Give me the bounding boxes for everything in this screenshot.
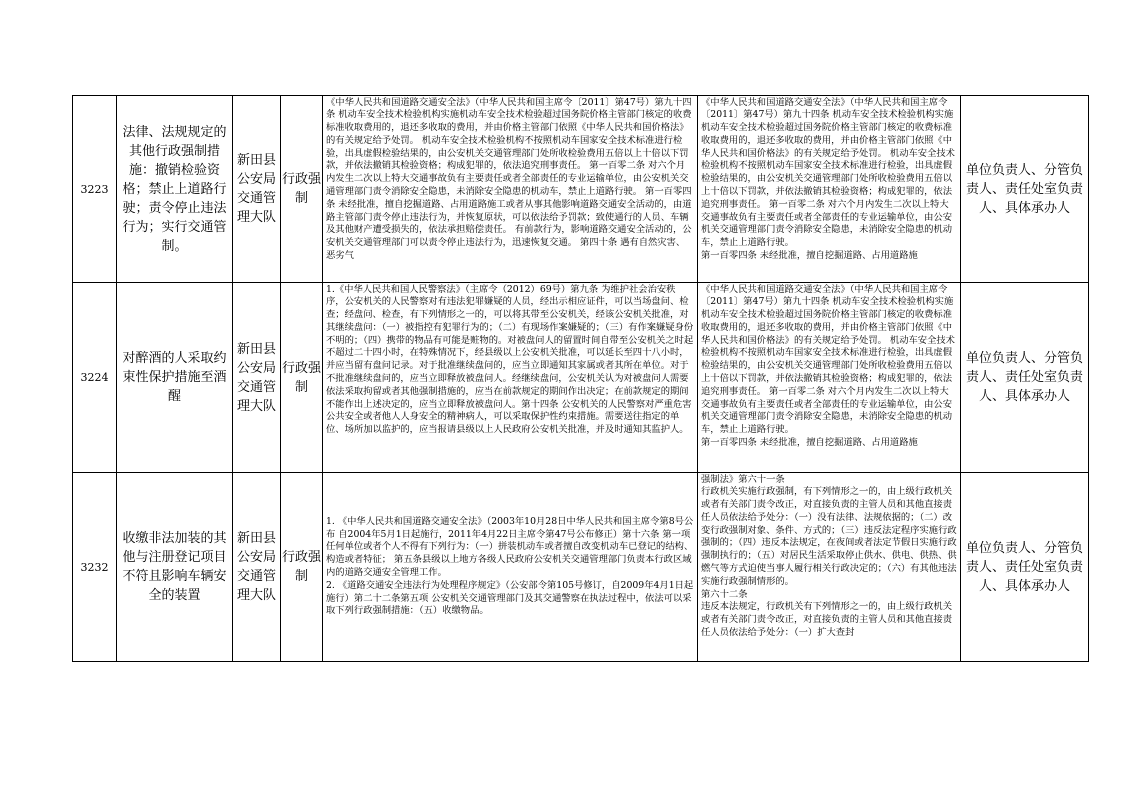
legal-basis-text: 1.《中华人民共和国人民警察法》（主席令（2012）69号）第九条 为维护社会治安秩序，公安机关的人民警察对有违法犯罪嫌疑的人员，经出示相应证件，可以当场盘问、检查；经盘问、检查，有下列情形之一的，可以将其带至公安机关，经该公安机关批准，对其继续盘问：（一）被指控有犯罪行为的；（二）有现场作案嫌疑的；（三）有作案嫌疑身份不明的；（四）携带的物品有可能是赃物的。对被盘问人的留置时间自带至公安机关之时起不超过二十四小时，在特殊情况下，经县级以上公安机关批准，可以延长至四十八小时，并应当留有盘问记录。对于批准继续盘问的，应当立即通知其家属或者其所在单位。对于不批准继续盘问的，应当立即释放被盘问人。经继续盘问，公安机关认为对被盘问人需要依法采取拘留或者其他强制措施的，应当在前款规定的期间作出决定；在前款规定的期间不能作出上述决定的，应当立即释放被盘问人。第十四条 公安机关的人民警察对严重危害公共安全或者他人人身安全的精神病人，可以采取保护性约束措施。需要送往指定的单位、场所加以监护的，应当报请县级以上人民政府公安机关批准，并及时通知其监护人。 [326,283,694,436]
responsible-persons: 单位负责人、分管负责人、责任处室负责人、具体承办人 [961,473,1089,662]
power-type: 行政强制 [281,96,323,283]
row-number: 3232 [73,473,117,662]
table-row [73,96,1089,283]
accountability-cell [698,283,961,473]
table-row [73,283,1089,473]
responsible-persons: 单位负责人、分管负责人、责任处室负责人、具体承办人 [961,283,1089,473]
accountability-text: 《中华人民共和国道路交通安全法》（中华人民共和国主席令〔2011〕第47号）第九十四条 机动车安全技术检验机构实施机动车安全技术检验超过国务院价格主管部门核定的收费标准收取费用的，退还多收取的费用，并由价格主管部门依照《中华人民共和国价格法》的有关规定给予处罚。 机动车安全技术检验机构不按照机动车国家安全技术标准进行检验，出具虚假检验结果的，由公安机关交通管理部门处所收检验费用五倍以上十倍以下罚款，并依法撤销其检验资格；构成犯罪的，依法追究刑事责任。 第一百零二条 对六个月内发生二次以上特大交通事故负有主要责任或者全部责任的专业运输单位，由公安机关交通管理部门责令消除安全隐患，未消除安全隐患的机动车，禁止上道路行驶。 第一百零四条 未经批准，擅自挖掘道路、占用道路施 [701,96,955,262]
legal-basis-cell [323,96,698,283]
power-list-table [72,95,1089,662]
power-name: 收缴非法加装的其他与注册登记项目不符且影响车辆安全的装置 [117,473,233,662]
row-number: 3224 [73,283,117,473]
implementing-department: 新田县公安局交通管理大队 [233,96,281,283]
power-name: 法律、法规规定的其他行政强制措施：撤销检验资格；禁止上道路行驶；责令停止违法行为；实行交通管制。 [117,96,233,283]
accountability-cell [698,473,961,662]
power-name: 对醉酒的人采取约束性保护措施至酒醒 [117,283,233,473]
accountability-text: 强制法》第六十一条 行政机关实施行政强制，有下列情形之一的，由上级行政机关或者有关部门责令改正，对直接负责的主管人员和其他直接责任人员依法给予处分：（一）没有法律、法规依据的；（二）改变行政强制对象、条件、方式的；（三）违反法定程序实施行政强制的；（四）违反本法规定，在夜间或者法定节假日实施行政强制执行的；（五）对居民生活采取停止供水、供电、供热、供燃气等方式迫使当事人履行相关行政决定的；（六）有其他违法实施行政强制情形的。 第六十二条 违反本法规定，行政机关有下列情形之一的，由上级行政机关或者有关部门责令改正，对直接负责的主管人员和其他直接责任人员依法给予处分：（一）扩大查封 [701,473,957,639]
responsible-persons: 单位负责人、分管负责人、责任处室负责人、具体承办人 [961,96,1089,283]
accountability-text: 《中华人民共和国道路交通安全法》（中华人民共和国主席令〔2011〕第47号）第九十四条 机动车安全技术检验机构实施机动车安全技术检验超过国务院价格主管部门核定的收费标准收取费用的，退还多收取的费用，并由价格主管部门依照《中华人民共和国价格法》的有关规定给予处罚。 机动车安全技术检验机构不按照机动车国家安全技术标准进行检验，出具虚假检验结果的，由公安机关交通管理部门处所收检验费用五倍以上十倍以下罚款，并依法撤销其检验资格；构成犯罪的，依法追究刑事责任。 第一百零二条 对六个月内发生二次以上特大交通事故负有主要责任或者全部责任的专业运输单位，由公安机关交通管理部门责令消除安全隐患，未消除安全隐患的机动车，禁止上道路行驶。 第一百零四条 未经批准，擅自挖掘道路、占用道路施 [701,283,955,449]
legal-basis-cell [323,473,698,662]
power-type: 行政强制 [281,283,323,473]
power-type: 行政强制 [281,473,323,662]
legal-basis-text: 1. 《中华人民共和国道路交通安全法》（2003年10月28日中华人民共和国主席令第8号公布 自2004年5月1日起施行，2011年4月22日主席令第47号公布修正）第十六条 第一项 任何单位或者个人不得有下列行为：（一）拼装机动车或者擅自改变机动车已登记的结构、构造或者特征； 第五条县级以上地方各级人民政府公安机关交通管理部门负责本行政区域内的道路交通安全管理工作。 2. 《道路交通安全违法行为处理程序规定》（公安部令第105号修订，自2009年4月1日起施行）第二十二条第五项 公安机关交通管理部门及其交通警察在执法过程中，依法可以采取下列行政强制措施：（五）收缴物品。 [326,515,694,617]
implementing-department: 新田县公安局交通管理大队 [233,283,281,473]
table-row [73,473,1089,662]
legal-basis-cell [323,283,698,473]
legal-basis-text: 《中华人民共和国道路交通安全法》（中华人民共和国主席令〔2011〕第47号）第九十四条 机动车安全技术检验机构实施机动车安全技术检验超过国务院价格主管部门核定的收费标准收取费用的，退还多收取的费用，并由价格主管部门依照《中华人民共和国价格法》的有关规定给予处罚。 机动车安全技术检验机构不按照机动车国家安全技术标准进行检验，出具虚假检验结果的，由公安机关交通管理部门处所收检验费用五倍以上十倍以下罚款，并依法撤销其检验资格；构成犯罪的，依法追究刑事责任。 第一百零二条 对六个月内发生二次以上特大交通事故负有主要责任或者全部责任的专业运输单位，由公安机关交通管理部门责令消除安全隐患，未消除安全隐患的机动车，禁止上道路行驶。 第一百零四条 未经批准，擅自挖掘道路、占用道路施工或者从事其他影响道路交通安全活动的，由道路主管部门责令停止违法行为，并恢复原状，可以依法给予罚款；致使通行的人员、车辆及其他财产遭受损失的，依法承担赔偿责任。 有前款行为，影响道路交通安全活动的，公安机关交通管理部门可以责令停止违法行为，迅速恢复交通。 第四十条 遇有自然灾害、恶劣气 [326,96,692,262]
implementing-department: 新田县公安局交通管理大队 [233,473,281,662]
accountability-cell [698,96,961,283]
row-number: 3223 [73,96,117,283]
